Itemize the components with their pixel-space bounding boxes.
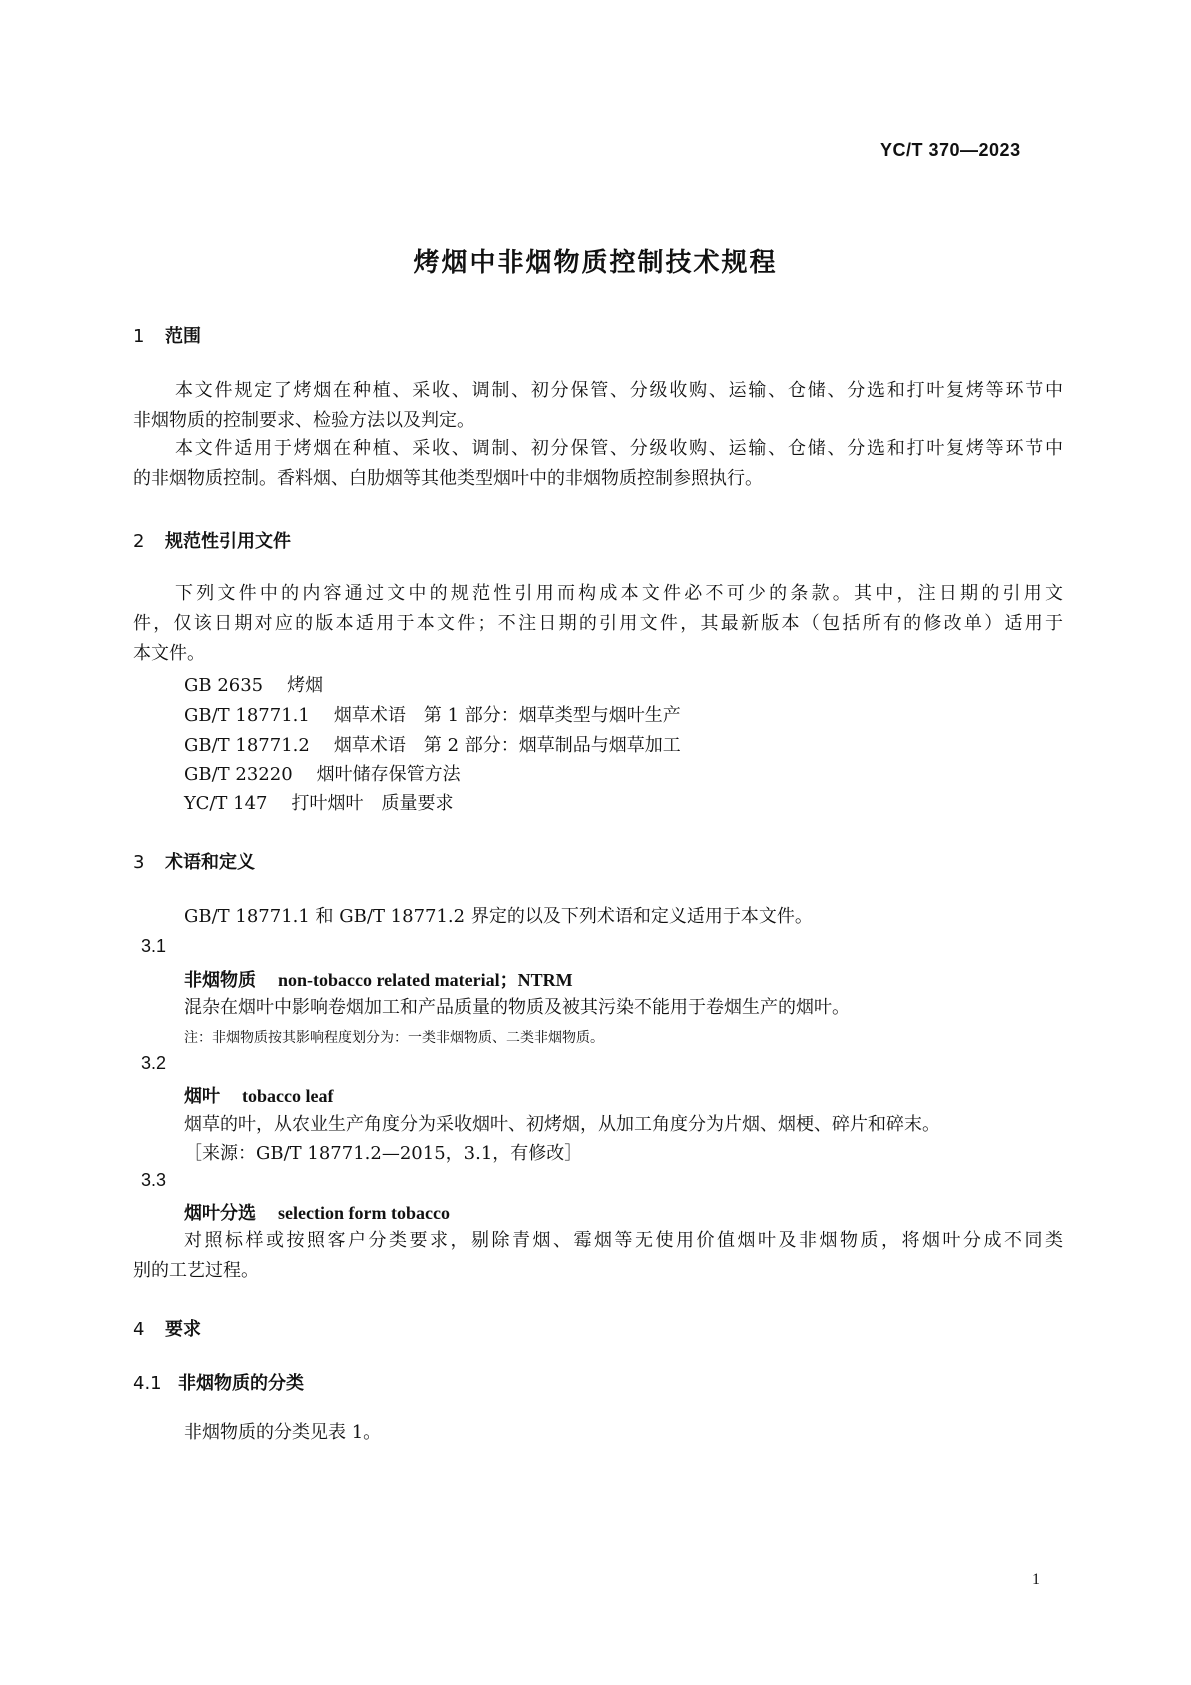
- reference-title: 打叶烟叶 质量要求: [291, 793, 454, 814]
- section-3-heading: [133, 848, 255, 874]
- reference-item: [184, 701, 681, 731]
- reference-code: GB/T 23220: [184, 764, 293, 785]
- section-title: 规范性引用文件: [165, 531, 291, 552]
- reference-code: GB/T 18771.2: [184, 735, 310, 756]
- section-number: 4.1: [133, 1373, 162, 1394]
- standard-code: YC/T 370—2023: [880, 140, 1021, 160]
- section-2-paragraph-1: [133, 579, 1063, 669]
- term-chinese: 烟叶: [184, 1086, 220, 1107]
- term-source: ［来源：GB/T 18771.2—2015，3.1，有修改］: [184, 1143, 583, 1164]
- section-4-heading: [133, 1315, 201, 1341]
- term-entry: [184, 966, 573, 992]
- term-note: 注：非烟物质按其影响程度划分为：一类非烟物质、二类非烟物质。: [184, 1030, 604, 1046]
- reference-code: GB/T 18771.1: [184, 705, 310, 726]
- section-2-heading: [133, 527, 291, 553]
- text-line: 别的工艺过程。: [133, 1260, 259, 1281]
- text-line: 非烟物质的控制要求、检验方法以及判定。: [133, 410, 475, 431]
- reference-item: [184, 731, 681, 761]
- section-title: 术语和定义: [165, 852, 255, 873]
- section-1-paragraph-2: [133, 434, 1063, 494]
- section-1-paragraph-1: [133, 376, 1063, 436]
- term-english: tobacco leaf: [242, 1086, 334, 1106]
- page-number: 1: [1032, 1571, 1040, 1588]
- term-entry: [184, 1082, 333, 1108]
- term-definition: [133, 1226, 1063, 1286]
- reference-item: [184, 671, 323, 701]
- term-definition: 烟草的叶，从农业生产角度分为采收烟叶、初烤烟，从加工角度分为片烟、烟梗、碎片和碎末。: [184, 1114, 940, 1135]
- term-number: 3.1: [141, 936, 167, 956]
- section-number: 3: [133, 852, 145, 873]
- section-number: 2: [133, 531, 145, 552]
- text-line: 对照标样或按照客户分类要求，剔除青烟、霉烟等无使用价值烟叶及非烟物质，将烟叶分成不同类: [184, 1230, 1063, 1251]
- reference-title: 烟叶储存保管方法: [316, 764, 461, 785]
- section-4-1-text: 非烟物质的分类见表 1。: [184, 1422, 382, 1443]
- text-line: 本文件规定了烤烟在种植、采收、调制、初分保管、分级收购、运输、仓储、分选和打叶复烤等环节中: [175, 380, 1063, 401]
- reference-item: [184, 789, 454, 819]
- section-4-1-heading: [133, 1369, 304, 1395]
- term-entry: [184, 1199, 450, 1225]
- term-english: non-tobacco related material；NTRM: [278, 970, 573, 990]
- reference-title: 烟草术语 第 1 部分：烟草类型与烟叶生产: [333, 705, 681, 726]
- term-number: 3.3: [141, 1170, 167, 1190]
- section-3-intro: GB/T 18771.1 和 GB/T 18771.2 界定的以及下列术语和定义适用于本文件。: [184, 906, 813, 927]
- text-line: 的非烟物质控制。香料烟、白肋烟等其他类型烟叶中的非烟物质控制参照执行。: [133, 468, 763, 489]
- text-line: 下列文件中的内容通过文中的规范性引用而构成本文件必不可少的条款。其中，注日期的引用文: [175, 583, 1063, 604]
- reference-title: 烟草术语 第 2 部分：烟草制品与烟草加工: [333, 735, 681, 756]
- text-line: 件，仅该日期对应的版本适用于本文件；不注日期的引用文件，其最新版本（包括所有的修改单）适用于: [133, 613, 1063, 634]
- section-title: 范围: [165, 326, 201, 347]
- reference-code: YC/T 147: [184, 793, 268, 814]
- reference-code: GB 2635: [184, 675, 264, 696]
- section-title: 非烟物质的分类: [178, 1373, 304, 1394]
- reference-title: 烤烟: [287, 675, 324, 696]
- term-chinese: 烟叶分选: [184, 1203, 256, 1224]
- section-title: 要求: [165, 1319, 201, 1340]
- section-number: 1: [133, 326, 145, 347]
- term-number: 3.2: [141, 1053, 167, 1073]
- term-english: selection form tobacco: [278, 1203, 450, 1223]
- term-definition: 混杂在烟叶中影响卷烟加工和产品质量的物质及被其污染不能用于卷烟生产的烟叶。: [184, 997, 850, 1018]
- text-line: 本文件。: [133, 643, 205, 664]
- reference-item: [184, 760, 461, 790]
- page-title: 烤烟中非烟物质控制技术规程: [413, 248, 778, 278]
- text-line: 本文件适用于烤烟在种植、采收、调制、初分保管、分级收购、运输、仓储、分选和打叶复烤等环节中: [175, 438, 1063, 459]
- section-number: 4: [133, 1319, 145, 1340]
- section-1-heading: [133, 322, 201, 348]
- term-chinese: 非烟物质: [184, 970, 256, 991]
